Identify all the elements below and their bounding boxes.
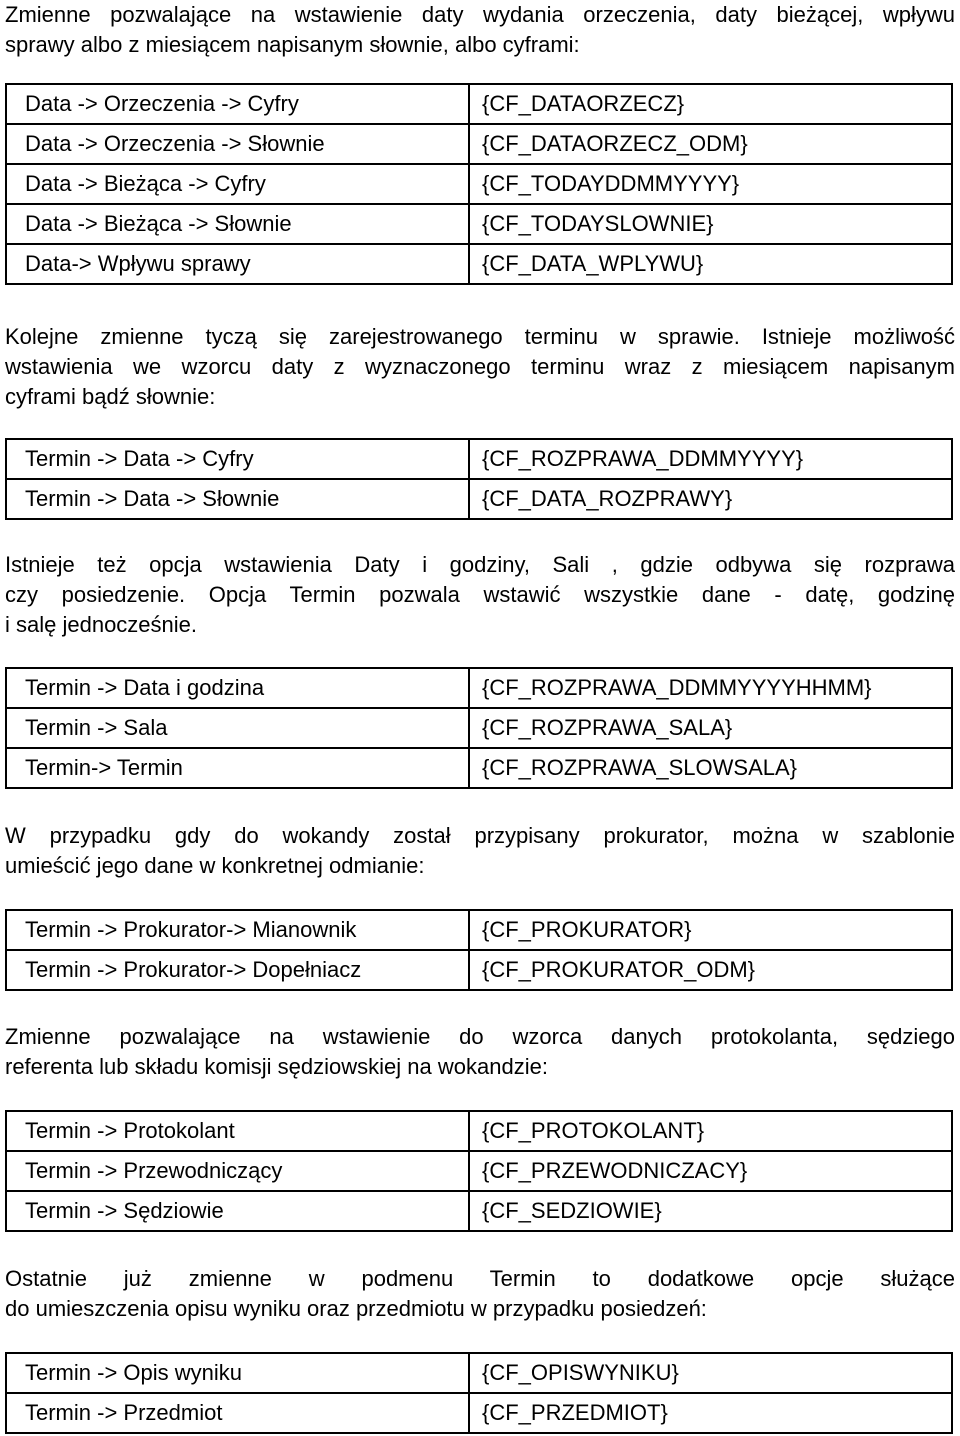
paragraph-line: cyframi bądź słownie: — [5, 384, 216, 409]
variable-code: {CF_DATAORZECZ} — [469, 84, 952, 124]
variable-code: {CF_ROZPRAWA_DDMMYYYYHHMM} — [469, 668, 952, 708]
variable-code: {CF_OPISWYNIKU} — [469, 1353, 952, 1393]
variable-code: {CF_ROZPRAWA_SALA} — [469, 708, 952, 748]
paragraph-line: do umieszczenia opisu wyniku oraz przedmiotu w przypadku posiedzeń: — [5, 1296, 707, 1321]
table-row — [6, 164, 952, 204]
variables-table-term-date — [5, 438, 953, 520]
paragraph-line: sprawy albo z miesiącem napisanym słownie, albo cyframi: — [5, 32, 580, 57]
variable-label: Termin -> Data -> Cyfry — [6, 439, 469, 479]
table-row — [6, 748, 952, 788]
paragraph-line: umieścić jego dane w konkretnej odmianie: — [5, 853, 425, 878]
table-row — [6, 1151, 952, 1191]
variable-label: Data -> Bieżąca -> Słownie — [6, 204, 469, 244]
variable-code: {CF_ROZPRAWA_DDMMYYYY} — [469, 439, 952, 479]
variable-label: Termin-> Termin — [6, 748, 469, 788]
table-row — [6, 244, 952, 284]
variable-code: {CF_PROKURATOR_ODM} — [469, 950, 952, 990]
variable-label: Data -> Orzeczenia -> Cyfry — [6, 84, 469, 124]
table-row — [6, 84, 952, 124]
variable-label: Data -> Bieżąca -> Cyfry — [6, 164, 469, 204]
variable-code: {CF_DATA_ROZPRAWY} — [469, 479, 952, 519]
table-row — [6, 910, 952, 950]
variable-label: Termin -> Data -> Słownie — [6, 479, 469, 519]
paragraph-line: wstawienia we wzorcu daty z wyznaczonego terminu wraz z miesiącem napisanym — [5, 354, 955, 379]
paragraph-line: Zmienne pozwalające na wstawienie do wzorca danych protokolanta, sędziego — [5, 1024, 955, 1049]
table-row — [6, 668, 952, 708]
paragraph-line: W przypadku gdy do wokandy został przypisany prokurator, można w szablonie — [5, 823, 955, 848]
table-row — [6, 1353, 952, 1393]
table-row — [6, 439, 952, 479]
variable-label: Termin -> Przewodniczący — [6, 1151, 469, 1191]
variables-table-court-staff — [5, 1110, 953, 1232]
variable-code: {CF_PRZEDMIOT} — [469, 1393, 952, 1433]
variables-table-dates — [5, 83, 953, 285]
table-row — [6, 479, 952, 519]
table-row — [6, 708, 952, 748]
intro-paragraph-court-staff — [5, 1022, 955, 1082]
variable-code: {CF_TODAYSLOWNIE} — [469, 204, 952, 244]
paragraph-line: Kolejne zmienne tyczą się zarejestrowanego terminu w sprawie. Istnieje możliwość — [5, 324, 955, 349]
table-row — [6, 1191, 952, 1231]
variable-label: Data-> Wpływu sprawy — [6, 244, 469, 284]
intro-paragraph-dates — [5, 0, 955, 60]
table-row — [6, 1393, 952, 1433]
variable-label: Termin -> Protokolant — [6, 1111, 469, 1151]
paragraph-line: Ostatnie już zmienne w podmenu Termin to dodatkowe opcje służące — [5, 1266, 955, 1291]
paragraph-line: referenta lub składu komisji sędziowskiej na wokandzie: — [5, 1054, 548, 1079]
variables-table-result-subject — [5, 1352, 953, 1434]
table-row — [6, 124, 952, 164]
intro-paragraph-result-subject — [5, 1264, 955, 1324]
variable-code: {CF_ROZPRAWA_SLOWSALA} — [469, 748, 952, 788]
variable-label: Termin -> Opis wyniku — [6, 1353, 469, 1393]
variable-code: {CF_SEDZIOWIE} — [469, 1191, 952, 1231]
variable-code: {CF_PROTOKOLANT} — [469, 1111, 952, 1151]
variable-code: {CF_DATAORZECZ_ODM} — [469, 124, 952, 164]
intro-paragraph-datetime-room — [5, 550, 955, 640]
variable-label: Termin -> Przedmiot — [6, 1393, 469, 1433]
table-row — [6, 1111, 952, 1151]
paragraph-line: i salę jednocześnie. — [5, 612, 198, 637]
variable-label: Termin -> Sędziowie — [6, 1191, 469, 1231]
variable-code: {CF_TODAYDDMMYYYY} — [469, 164, 952, 204]
paragraph-line: Zmienne pozwalające na wstawienie daty wydania orzeczenia, daty bieżącej, wpływu — [5, 2, 955, 27]
variable-label: Termin -> Sala — [6, 708, 469, 748]
variable-code: {CF_PRZEWODNICZACY} — [469, 1151, 952, 1191]
variables-table-datetime-room — [5, 667, 953, 789]
intro-paragraph-prosecutor — [5, 821, 955, 881]
variable-label: Termin -> Data i godzina — [6, 668, 469, 708]
variable-code: {CF_PROKURATOR} — [469, 910, 952, 950]
table-row — [6, 204, 952, 244]
variable-label: Termin -> Prokurator-> Mianownik — [6, 910, 469, 950]
paragraph-line: czy posiedzenie. Opcja Termin pozwala wstawić wszystkie dane - datę, godzinę — [5, 582, 955, 607]
variable-label: Termin -> Prokurator-> Dopełniacz — [6, 950, 469, 990]
paragraph-line: Istnieje też opcja wstawienia Daty i godziny, Sali , gdzie odbywa się rozprawa — [5, 552, 955, 577]
intro-paragraph-term — [5, 322, 955, 412]
table-row — [6, 950, 952, 990]
variables-table-prosecutor — [5, 909, 953, 991]
variable-code: {CF_DATA_WPLYWU} — [469, 244, 952, 284]
variable-label: Data -> Orzeczenia -> Słownie — [6, 124, 469, 164]
